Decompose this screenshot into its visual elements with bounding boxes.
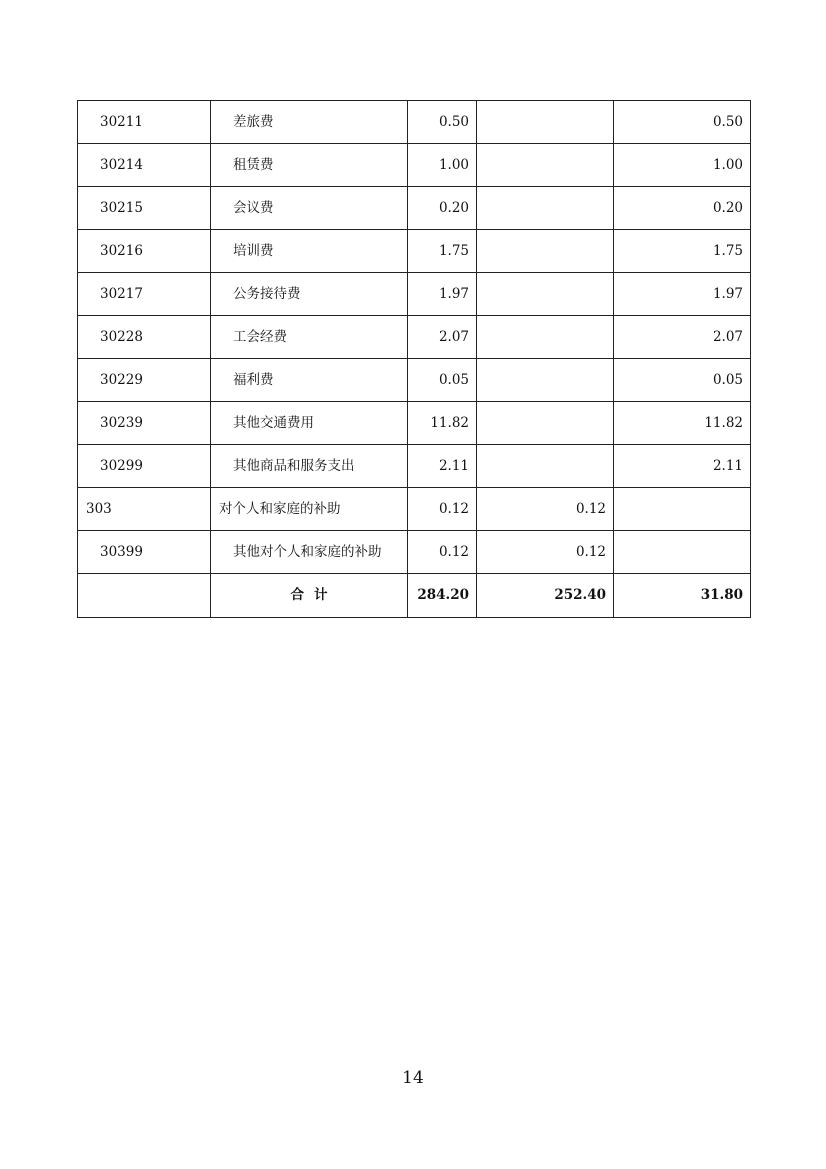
page-number: 14: [402, 1068, 424, 1088]
table-row: [78, 144, 751, 187]
row-basic: [477, 316, 614, 359]
table-row: [78, 488, 751, 531]
row-code: 30217: [78, 273, 211, 316]
row-project: 1.75: [614, 230, 751, 273]
row-code: 303: [78, 488, 211, 531]
row-project: 0.05: [614, 359, 751, 402]
row-project: 1.97: [614, 273, 751, 316]
row-name: 租赁费: [211, 144, 408, 187]
row-name: 工会经费: [211, 316, 408, 359]
row-project: [614, 531, 751, 574]
row-basic: [477, 144, 614, 187]
row-basic: [477, 359, 614, 402]
row-total: 1.00: [408, 144, 477, 187]
row-name: 差旅费: [211, 101, 408, 144]
total-row: [78, 574, 751, 618]
row-project: 11.82: [614, 402, 751, 445]
table-row: [78, 230, 751, 273]
row-code: 30211: [78, 101, 211, 144]
row-name: 其他商品和服务支出: [211, 445, 408, 488]
total-label-cell: [211, 574, 408, 618]
row-total: 0.20: [408, 187, 477, 230]
row-total: 2.07: [408, 316, 477, 359]
row-name: 公务接待费: [211, 273, 408, 316]
row-code: 30239: [78, 402, 211, 445]
row-project: 2.11: [614, 445, 751, 488]
row-project: 2.07: [614, 316, 751, 359]
row-code: 30228: [78, 316, 211, 359]
row-total: 0.50: [408, 101, 477, 144]
row-total: 2.11: [408, 445, 477, 488]
row-total: 11.82: [408, 402, 477, 445]
project-total: 31.80: [614, 574, 751, 618]
row-project: 0.20: [614, 187, 751, 230]
row-code: 30299: [78, 445, 211, 488]
row-code: 30399: [78, 531, 211, 574]
row-project: 0.50: [614, 101, 751, 144]
row-total: 0.12: [408, 531, 477, 574]
row-name: 会议费: [211, 187, 408, 230]
row-project: [614, 488, 751, 531]
table-row: [78, 359, 751, 402]
grand-total: 284.20: [408, 574, 477, 618]
row-code: 30214: [78, 144, 211, 187]
table-row: [78, 445, 751, 488]
row-basic: [477, 187, 614, 230]
budget-expenditure-table: [77, 100, 751, 618]
row-code: 30229: [78, 359, 211, 402]
row-name: 对个人和家庭的补助: [211, 488, 408, 531]
basic-total: 252.40: [477, 574, 614, 618]
row-basic: [477, 273, 614, 316]
row-total: 0.05: [408, 359, 477, 402]
row-total: 1.97: [408, 273, 477, 316]
table-row: [78, 187, 751, 230]
row-name: 福利费: [211, 359, 408, 402]
row-name: 其他对个人和家庭的补助: [211, 531, 408, 574]
row-basic: 0.12: [477, 531, 614, 574]
row-basic: 0.12: [477, 488, 614, 531]
row-basic: [477, 445, 614, 488]
row-basic: [477, 101, 614, 144]
total-code-cell: [78, 574, 211, 618]
row-total: 1.75: [408, 230, 477, 273]
row-basic: [477, 402, 614, 445]
row-total: 0.12: [408, 488, 477, 531]
row-name: 培训费: [211, 230, 408, 273]
row-code: 30215: [78, 187, 211, 230]
table-row: [78, 531, 751, 574]
table-row: [78, 402, 751, 445]
table-row: [78, 316, 751, 359]
table-row: [78, 273, 751, 316]
row-name: 其他交通费用: [211, 402, 408, 445]
row-basic: [477, 230, 614, 273]
row-project: 1.00: [614, 144, 751, 187]
total-label: 合计: [290, 587, 338, 603]
table-row: [78, 101, 751, 144]
row-code: 30216: [78, 230, 211, 273]
